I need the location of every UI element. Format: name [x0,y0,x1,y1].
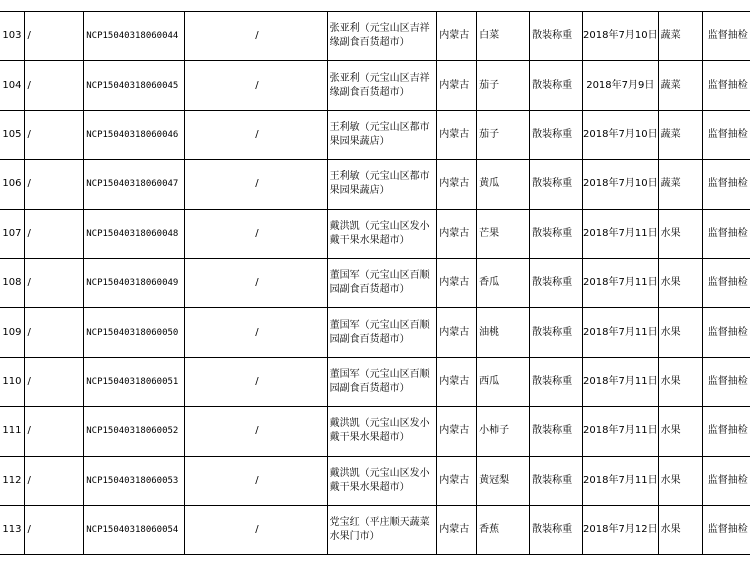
sampled-unit: 王利敏（元宝山区都市果园果蔬店） [327,110,437,159]
food-category: 水果 [658,357,703,406]
table-row [0,505,750,554]
sampled-unit: 张亚利（元宝山区吉祥缘副食百货超市） [327,61,437,110]
food-category: 水果 [658,456,703,505]
row-index: 108 [0,258,25,307]
cell-slash-b: / [185,209,327,258]
sample-name: 黄冠梨 [477,456,530,505]
sample-code: NCP15040318060053 [84,456,185,505]
sample-code: NCP15040318060049 [84,258,185,307]
task-source: 监督抽检 [703,308,750,357]
cell-slash-a: / [25,357,84,406]
food-category: 蔬菜 [658,160,703,209]
food-category: 水果 [658,258,703,307]
region: 内蒙古 [437,110,477,159]
row-index: 105 [0,110,25,159]
task-source: 监督抽检 [703,209,750,258]
sample-code: NCP15040318060045 [84,61,185,110]
sample-code: NCP15040318060051 [84,357,185,406]
region: 内蒙古 [437,12,477,61]
region: 内蒙古 [437,61,477,110]
row-index: 110 [0,357,25,406]
food-category: 蔬菜 [658,110,703,159]
sample-name: 西瓜 [477,357,530,406]
cell-slash-b: / [185,110,327,159]
production-date: 2018年7月10日 [583,160,659,209]
region: 内蒙古 [437,209,477,258]
sample-code: NCP15040318060052 [84,407,185,456]
sample-name: 茄子 [477,61,530,110]
sample-name: 茄子 [477,110,530,159]
cell-slash-a: / [25,110,84,159]
sampled-unit: 董国军（元宝山区百顺园副食百货超市） [327,258,437,307]
packaging: 散装称重 [530,12,583,61]
table-row [0,209,750,258]
row-index: 106 [0,160,25,209]
food-category: 水果 [658,407,703,456]
food-category: 水果 [658,209,703,258]
production-date: 2018年7月11日 [583,209,659,258]
sampled-unit: 党宝红（平庄顺天蔬菜水果门市） [327,505,437,554]
cell-slash-b: / [185,160,327,209]
cell-slash-b: / [185,61,327,110]
task-source: 监督抽检 [703,456,750,505]
sampled-unit: 戴洪凯（元宝山区发小戴干果水果超市） [327,209,437,258]
packaging: 散装称重 [530,110,583,159]
task-source: 监督抽检 [703,258,750,307]
table-row [0,110,750,159]
cell-slash-a: / [25,505,84,554]
packaging: 散装称重 [530,308,583,357]
cell-slash-b: / [185,407,327,456]
region: 内蒙古 [437,357,477,406]
sampled-unit: 董国军（元宝山区百顺园副食百货超市） [327,357,437,406]
production-date: 2018年7月10日 [583,110,659,159]
row-index: 113 [0,505,25,554]
food-category: 水果 [658,308,703,357]
row-index: 111 [0,407,25,456]
table-body [0,12,750,555]
table-row [0,12,750,61]
region: 内蒙古 [437,407,477,456]
cell-slash-b: / [185,258,327,307]
sample-code: NCP15040318060054 [84,505,185,554]
sampled-unit: 董国军（元宝山区百顺园副食百货超市） [327,308,437,357]
table-row [0,160,750,209]
production-date: 2018年7月11日 [583,456,659,505]
task-source: 监督抽检 [703,505,750,554]
cell-slash-b: / [185,12,327,61]
sample-name: 白菜 [477,12,530,61]
cell-slash-b: / [185,456,327,505]
sample-name: 香蕉 [477,505,530,554]
food-category: 蔬菜 [658,12,703,61]
sample-name: 油桃 [477,308,530,357]
task-source: 监督抽检 [703,110,750,159]
table-row [0,258,750,307]
production-date: 2018年7月11日 [583,357,659,406]
packaging: 散装称重 [530,456,583,505]
sample-code: NCP15040318060044 [84,12,185,61]
sampled-unit: 张亚利（元宝山区吉祥缘副食百货超市） [327,12,437,61]
production-date: 2018年7月11日 [583,258,659,307]
task-source: 监督抽检 [703,407,750,456]
table-row [0,308,750,357]
region: 内蒙古 [437,456,477,505]
cell-slash-a: / [25,209,84,258]
production-date: 2018年7月12日 [583,505,659,554]
sampled-unit: 王利敏（元宝山区都市果园果蔬店） [327,160,437,209]
sample-name: 芒果 [477,209,530,258]
packaging: 散装称重 [530,209,583,258]
task-source: 监督抽检 [703,61,750,110]
sample-code: NCP15040318060046 [84,110,185,159]
table-row [0,61,750,110]
task-source: 监督抽检 [703,12,750,61]
region: 内蒙古 [437,258,477,307]
task-source: 监督抽检 [703,357,750,406]
production-date: 2018年7月11日 [583,407,659,456]
row-index: 107 [0,209,25,258]
sample-name: 小柿子 [477,407,530,456]
cell-slash-a: / [25,308,84,357]
cell-slash-a: / [25,456,84,505]
region: 内蒙古 [437,308,477,357]
food-category: 蔬菜 [658,61,703,110]
packaging: 散装称重 [530,61,583,110]
sample-code: NCP15040318060048 [84,209,185,258]
row-index: 109 [0,308,25,357]
sample-code: NCP15040318060050 [84,308,185,357]
sampled-unit: 戴洪凯（元宝山区发小戴干果水果超市） [327,407,437,456]
packaging: 散装称重 [530,357,583,406]
sample-code: NCP15040318060047 [84,160,185,209]
production-date: 2018年7月9日 [583,61,659,110]
inspection-table [0,11,750,555]
table-row [0,456,750,505]
table-row [0,357,750,406]
cell-slash-a: / [25,12,84,61]
row-index: 103 [0,12,25,61]
production-date: 2018年7月11日 [583,308,659,357]
cell-slash-a: / [25,61,84,110]
row-index: 104 [0,61,25,110]
production-date: 2018年7月10日 [583,12,659,61]
region: 内蒙古 [437,505,477,554]
food-category: 水果 [658,505,703,554]
row-index: 112 [0,456,25,505]
table-row [0,407,750,456]
packaging: 散装称重 [530,407,583,456]
sampled-unit: 戴洪凯（元宝山区发小戴干果水果超市） [327,456,437,505]
sample-name: 黄瓜 [477,160,530,209]
cell-slash-a: / [25,407,84,456]
region: 内蒙古 [437,160,477,209]
task-source: 监督抽检 [703,160,750,209]
packaging: 散装称重 [530,258,583,307]
cell-slash-b: / [185,357,327,406]
packaging: 散装称重 [530,160,583,209]
cell-slash-b: / [185,505,327,554]
sample-name: 香瓜 [477,258,530,307]
packaging: 散装称重 [530,505,583,554]
cell-slash-a: / [25,160,84,209]
cell-slash-a: / [25,258,84,307]
cell-slash-b: / [185,308,327,357]
